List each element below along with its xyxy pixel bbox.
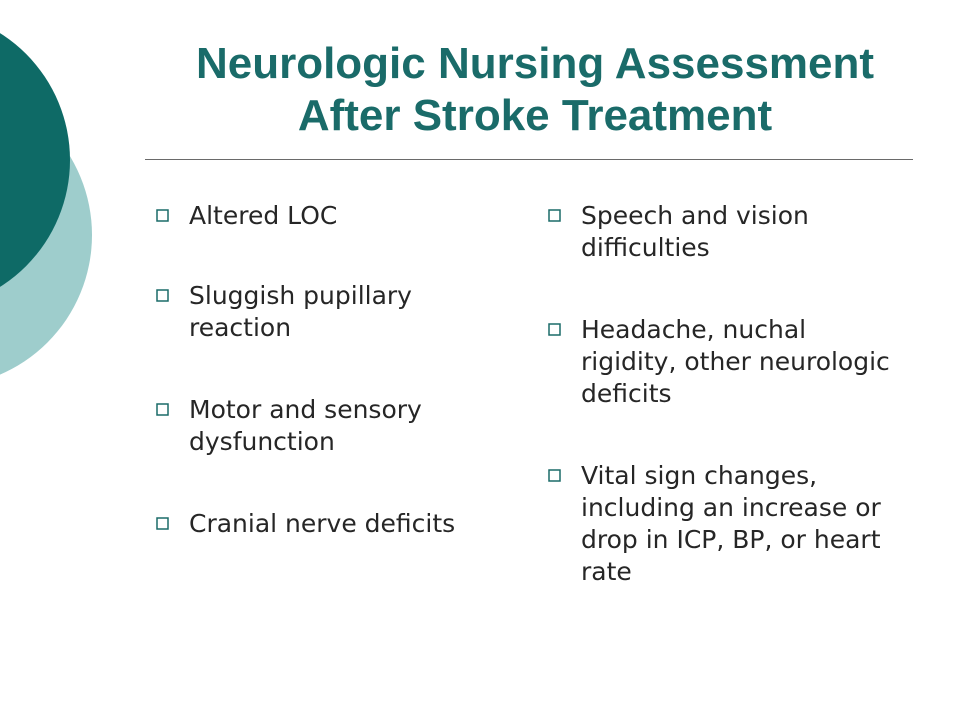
bullet-text: Speech and vision difficulties — [581, 201, 809, 262]
bullet-item — [548, 200, 908, 264]
open-square-icon — [548, 469, 561, 482]
title-line-2: After Stroke Treatment — [297, 91, 773, 140]
bullet-item — [156, 280, 516, 344]
bullet-text: Motor and sensory dysfunction — [189, 395, 422, 456]
bullet-item — [548, 314, 908, 410]
open-square-icon — [548, 209, 561, 222]
open-square-icon — [156, 517, 169, 530]
bullet-text: Altered LOC — [189, 201, 338, 230]
bullet-item — [548, 460, 908, 588]
open-square-icon — [548, 323, 561, 336]
bullet-item — [156, 394, 516, 458]
bullet-text: Headache, nuchal rigidity, other neurologic deficits — [581, 315, 890, 408]
decorative-circles — [0, 0, 120, 400]
slide-title — [140, 38, 930, 142]
open-square-icon — [156, 289, 169, 302]
open-square-icon — [156, 403, 169, 416]
bullet-item — [156, 200, 516, 232]
open-square-icon — [156, 209, 169, 222]
bullet-item — [156, 508, 516, 540]
bullet-text: Sluggish pupillary reaction — [189, 281, 412, 342]
title-divider — [145, 159, 913, 160]
bullet-text: Vital sign changes, including an increase or drop in ICP, BP, or heart rate — [581, 461, 881, 586]
title-line-1: Neurologic Nursing Assessment — [195, 39, 875, 88]
bullet-text: Cranial nerve deficits — [189, 509, 456, 538]
